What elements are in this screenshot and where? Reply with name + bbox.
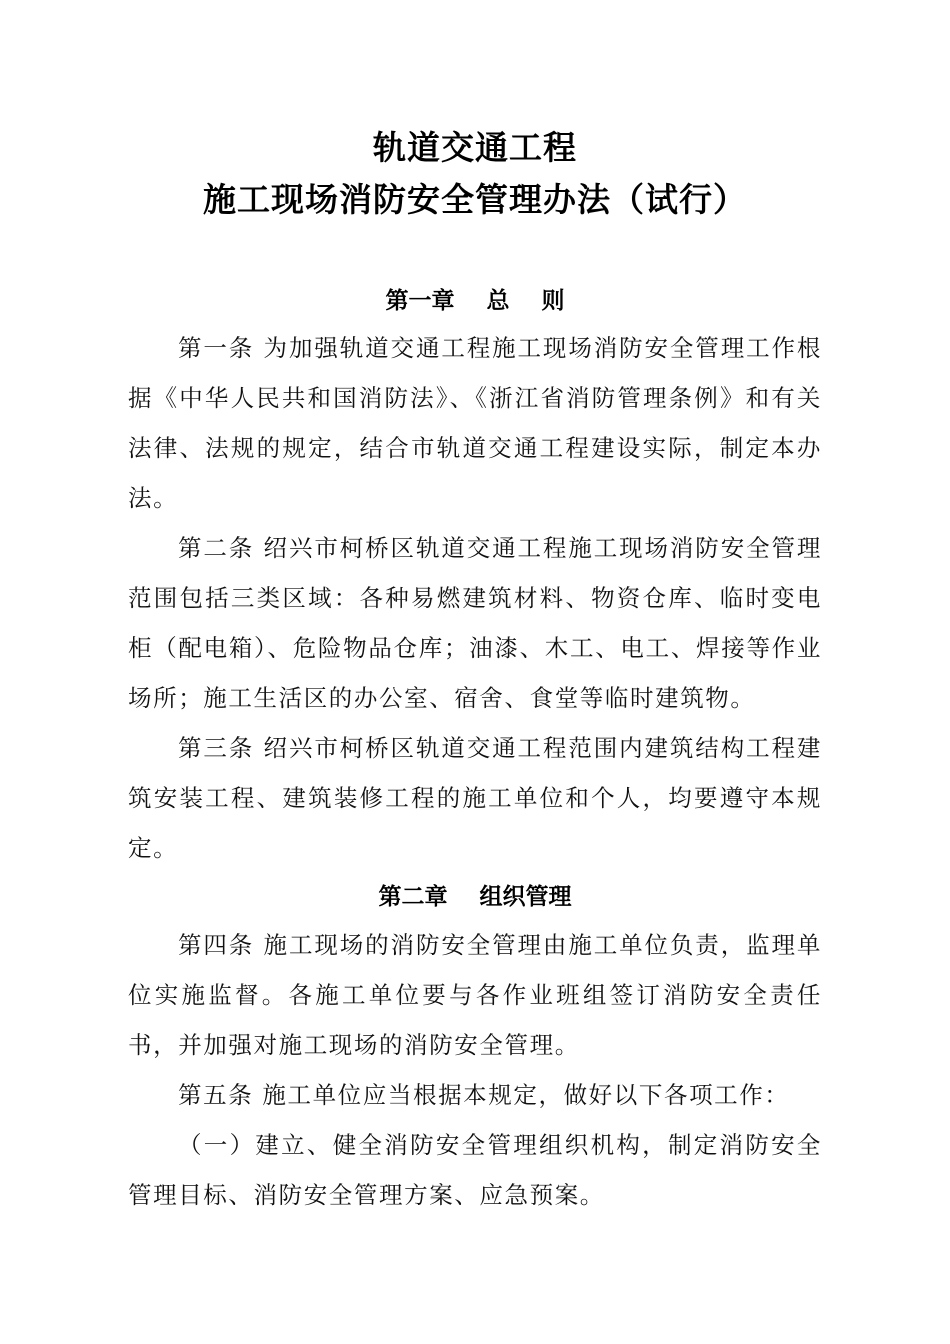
article-2: 第二条 绍兴市柯桥区轨道交通工程施工现场消防安全管理范围包括三类区域：各种易燃建筑材料、物资仓库、临时变电柜（配电箱）、危险物品仓库；油漆、木工、电工、焊接等作业场所；施工生活区的办公室、宿舍、食堂等临时建筑物。 [128, 534, 822, 712]
article-3: 第三条 绍兴市柯桥区轨道交通工程范围内建筑结构工程建筑安装工程、建筑装修工程的施工单位和个人，均要遵守本规定。 [128, 734, 822, 862]
chapter-2-heading: 第二章 组织管理 [378, 884, 572, 910]
chapter-1-heading: 第一章 总 则 [385, 288, 565, 314]
article-1: 第一条 为加强轨道交通工程施工现场消防安全管理工作根据《中华人民共和国消防法》、《浙江省消防管理条例》和有关法律、法规的规定，结合市轨道交通工程建设实际，制定本办法。 [128, 334, 822, 512]
article-4: 第四条 施工现场的消防安全管理由施工单位负责，监理单位实施监督。各施工单位要与各作业班组签订消防安全责任书，并加强对施工现场的消防安全管理。 [128, 931, 822, 1059]
document-title-line-2: 施工现场消防安全管理办法（试行） [203, 180, 747, 219]
article-5-item-1: （一）建立、健全消防安全管理组织机构，制定消防安全管理目标、消防安全管理方案、应急预案。 [128, 1131, 822, 1209]
document-title-line-1: 轨道交通工程 [373, 128, 577, 167]
article-5: 第五条 施工单位应当根据本规定，做好以下各项工作： [178, 1081, 790, 1109]
